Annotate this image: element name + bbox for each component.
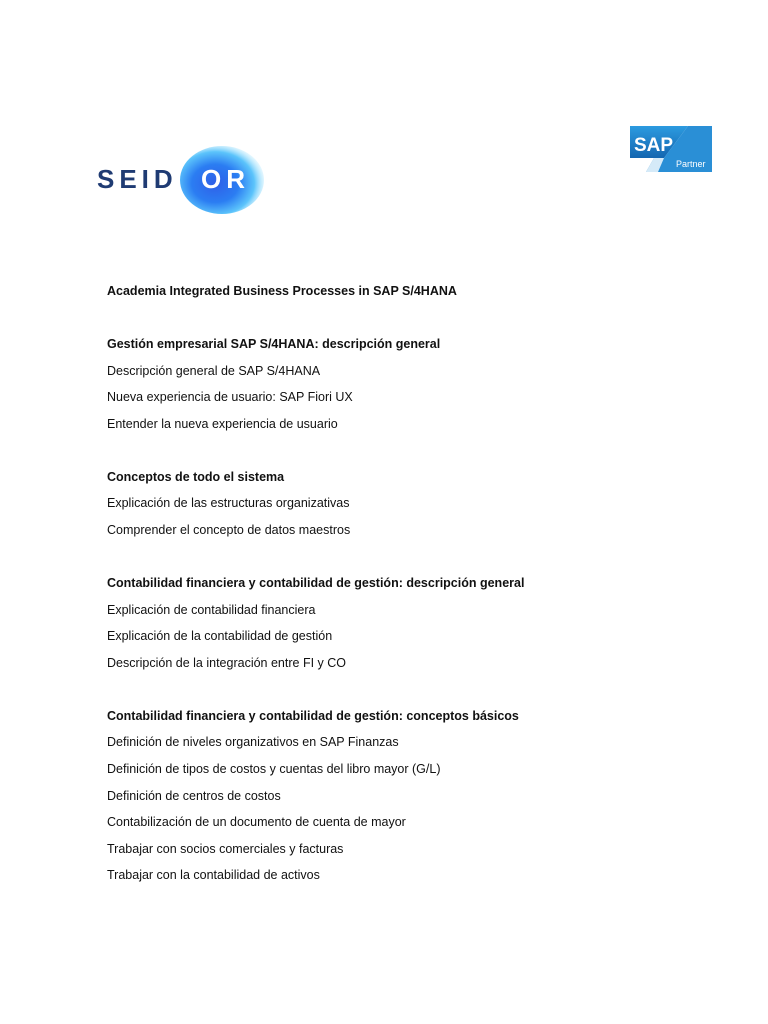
list-item: Explicación de las estructuras organizativas	[107, 496, 350, 511]
section-contabilidad-descripcion	[107, 575, 727, 671]
sap-partner-text: Partner	[676, 159, 706, 169]
section-gestion-empresarial	[107, 336, 727, 432]
list-item: Entender la nueva experiencia de usuario	[107, 416, 338, 431]
section-contabilidad-conceptos	[107, 708, 727, 884]
list-item: Contabilización de un documento de cuenta de mayor	[107, 815, 406, 830]
list-item: Definición de tipos de costos y cuentas del libro mayor (G/L)	[107, 761, 441, 776]
list-item: Comprender el concepto de datos maestros	[107, 522, 351, 537]
seidor-logo-text-light: OR	[201, 164, 250, 194]
list-item: Nueva experiencia de usuario: SAP Fiori UX	[107, 390, 353, 405]
list-item: Descripción general de SAP S/4HANA	[107, 363, 321, 378]
seidor-logo-graphic	[94, 140, 274, 218]
list-item: Definición de centros de costos	[107, 788, 281, 803]
section-heading: Contabilidad financiera y contabilidad de gestión: descripción general	[107, 575, 525, 590]
sap-partner-logo-graphic	[630, 126, 712, 174]
list-item: Descripción de la integración entre FI y CO	[107, 655, 346, 670]
seidor-logo-text-dark: SEID	[97, 164, 178, 194]
list-item: Explicación de la contabilidad de gestión	[107, 629, 333, 644]
document-content	[107, 283, 727, 883]
sap-logo-text: SAP	[634, 135, 674, 156]
section-heading: Contabilidad financiera y contabilidad de gestión: conceptos básicos	[107, 708, 519, 723]
section-conceptos-sistema	[107, 469, 727, 538]
list-item: Trabajar con la contabilidad de activos	[107, 868, 320, 883]
section-heading: Gestión empresarial SAP S/4HANA: descripción general	[107, 337, 441, 351]
sap-partner-logo	[630, 126, 712, 174]
list-item: Definición de niveles organizativos en SAP Finanzas	[107, 735, 399, 750]
document-title: Academia Integrated Business Processes in SAP S/4HANA	[107, 284, 457, 298]
section-heading: Conceptos de todo el sistema	[107, 469, 285, 484]
list-item: Trabajar con socios comerciales y facturas	[107, 841, 344, 856]
list-item: Explicación de contabilidad financiera	[107, 602, 316, 617]
seidor-logo	[94, 140, 274, 218]
